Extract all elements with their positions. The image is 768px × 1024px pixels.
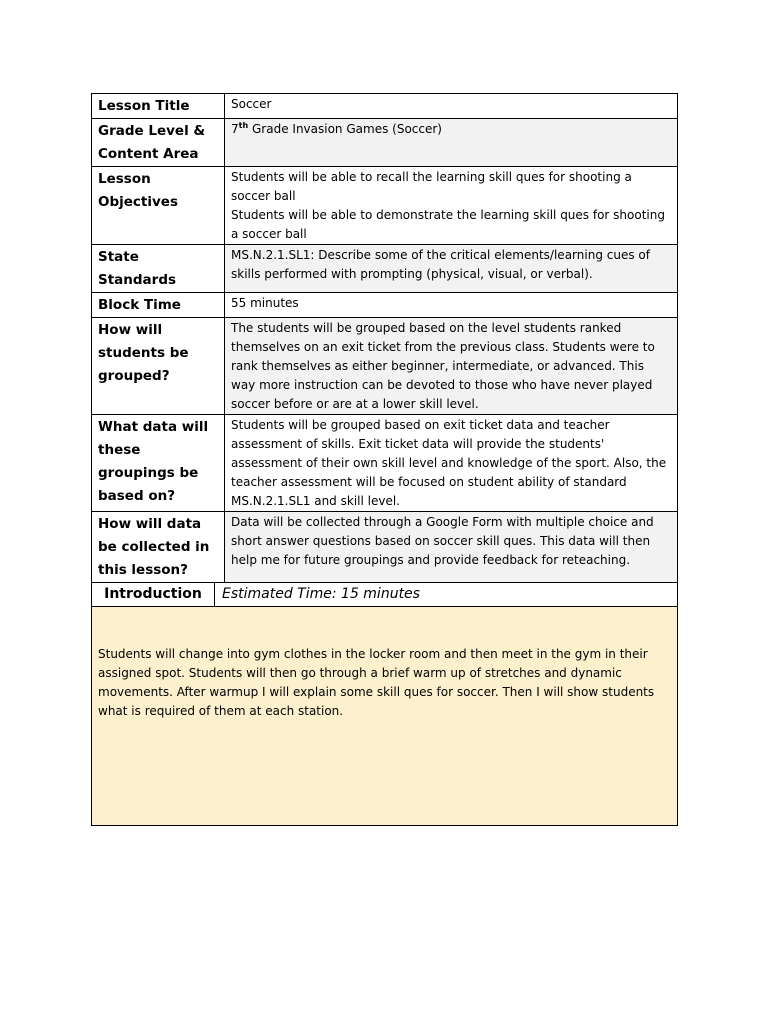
lesson-objectives-cell bbox=[225, 167, 678, 245]
grade-number: 7 bbox=[231, 122, 239, 136]
grade-level-value: Grade Invasion Games (Soccer) bbox=[252, 122, 442, 136]
lesson-title-label: Lesson Title bbox=[92, 94, 225, 119]
state-standards-value: MS.N.2.1.SL1: Describe some of the critical elements/learning cues of skills performed with prompting (physical, visual, or verbal). bbox=[225, 245, 678, 293]
row-lesson-objectives bbox=[92, 167, 678, 245]
grade-level-cell bbox=[225, 119, 678, 167]
grade-ordinal-suffix: th bbox=[238, 121, 249, 130]
introduction-time: Estimated Time: 15 minutes bbox=[222, 586, 420, 602]
introduction-body: Students will change into gym clothes in the locker room and then meet in the gym in their assigned spot. Students will then go through a brief warm up of stretches and dynamic movements. After warmup I will explain some skill ques for soccer. Then I will show students what is required of them at each station. bbox=[92, 607, 677, 825]
lesson-objectives-label: Lesson Objectives bbox=[92, 167, 225, 245]
grouping-value: The students will be grouped based on the level students ranked themselves on an exit ticket from the previous class. Students were to rank themselves as either beginner, intermediate, or advanced. This way more instruction can be devoted to those who have never played soccer before or are at a lower skill level. bbox=[225, 318, 678, 415]
state-standards-label: State Standards bbox=[92, 245, 225, 293]
grouping-data-label: What data will these groupings be based on? bbox=[92, 415, 225, 512]
introduction-header bbox=[92, 583, 677, 607]
block-time-value: 55 minutes bbox=[225, 293, 678, 318]
row-grouping bbox=[92, 318, 678, 415]
introduction-section bbox=[91, 582, 678, 826]
row-block-time bbox=[92, 293, 678, 318]
data-collection-label: How will data be collected in this lesson? bbox=[92, 512, 225, 583]
row-lesson-title bbox=[92, 94, 678, 119]
row-grade-level bbox=[92, 119, 678, 167]
block-time-label: Block Time bbox=[92, 293, 225, 318]
grouping-label: How will students be grouped? bbox=[92, 318, 225, 415]
lesson-plan-table bbox=[91, 93, 678, 583]
objective-item: Students will be able to demonstrate the learning skill ques for shooting a soccer ball bbox=[231, 208, 665, 241]
row-state-standards bbox=[92, 245, 678, 293]
grouping-data-value: Students will be grouped based on exit ticket data and teacher assessment of skills. Exit ticket data will provide the students' assessment of their own skill level and knowledge of the sport. Also, the teacher assessment will be focused on student ability of standard MS.N.2.1.SL1 and skill level. bbox=[225, 415, 678, 512]
objective-item: Students will be able to recall the learning skill ques for shooting a soccer ball bbox=[231, 170, 632, 203]
grade-level-label: Grade Level & Content Area bbox=[92, 119, 225, 167]
row-data-collection bbox=[92, 512, 678, 583]
lesson-title-value: Soccer bbox=[225, 94, 678, 119]
introduction-title: Introduction bbox=[92, 583, 215, 606]
row-grouping-data bbox=[92, 415, 678, 512]
data-collection-value: Data will be collected through a Google Form with multiple choice and short answer questions based on soccer skill ques. This data will then help me for future groupings and provide feedback for reteaching. bbox=[225, 512, 678, 583]
